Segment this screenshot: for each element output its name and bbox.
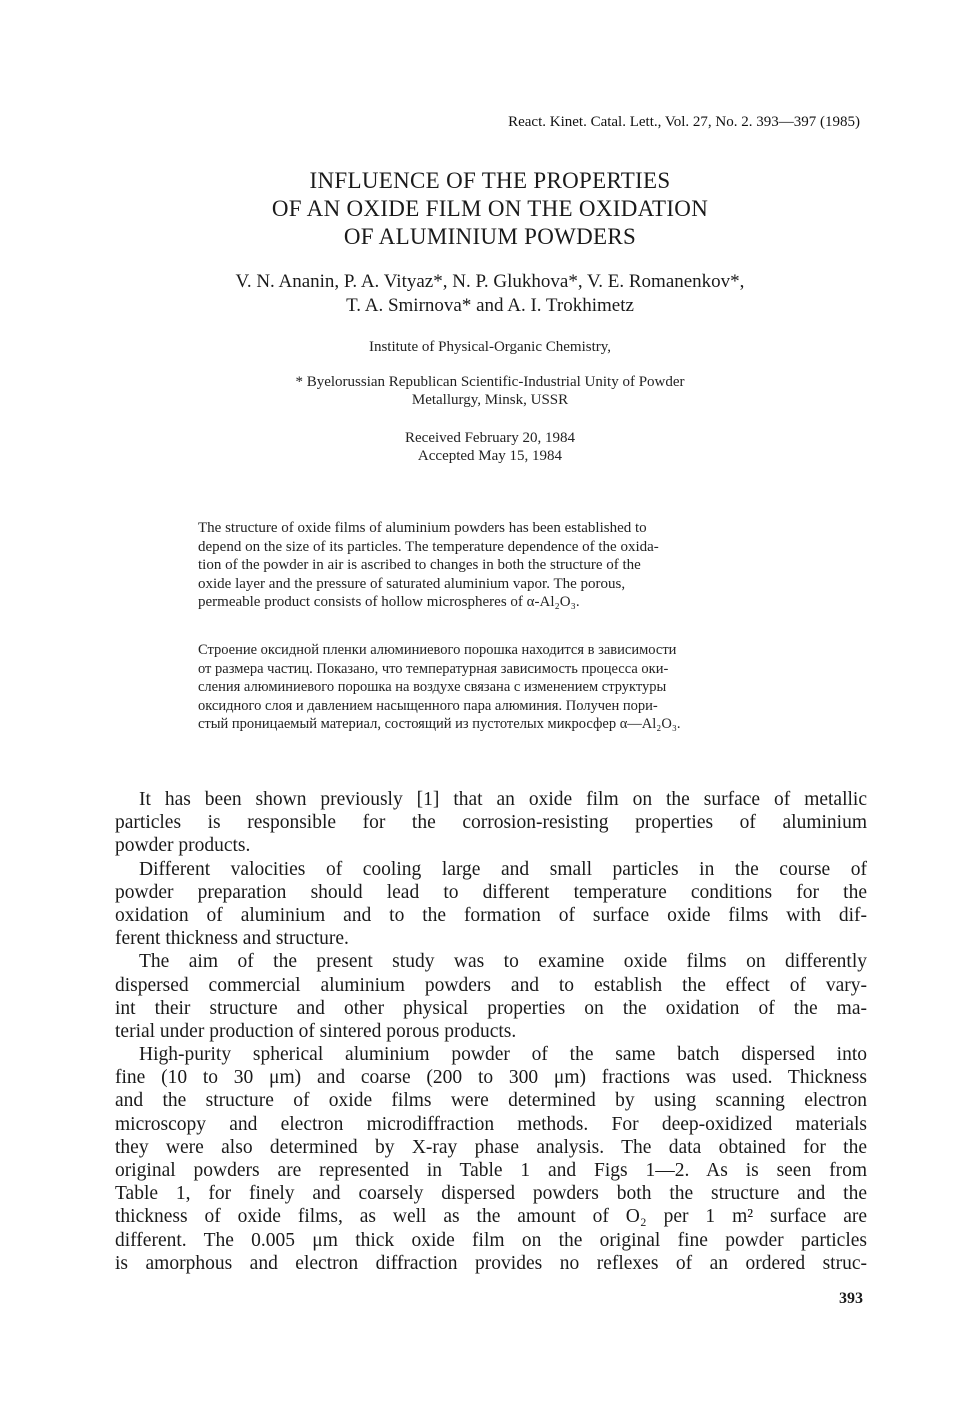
body-line: different. The 0.005 μm thick oxide film on the original fine powder particles <box>115 1229 867 1251</box>
body-line: particles is responsible for the corrosion-resisting properties of aluminium <box>115 812 867 834</box>
body-line: is amorphous and electron diffraction provides no reflexes of an ordered struc- <box>115 1252 867 1274</box>
accepted-date: Accepted May 15, 1984 <box>417 448 563 464</box>
body-line: ferent thickness and structure. <box>115 928 349 950</box>
paper-title <box>0 167 976 251</box>
abstract-line: стый проницаемый материал, состоящий из пустотелых микросфер α—Al₂O₃. <box>198 716 681 732</box>
journal-citation: React. Kinet. Catal. Lett., Vol. 27, No. 2. 393—397 (1985) <box>508 114 860 130</box>
author-line: V. N. Ananin, P. A. Vityaz*, N. P. Glukhova*, V. E. Romanenkov*, <box>235 271 745 292</box>
body-line: It has been shown previously [1] that an oxide film on the surface of metallic <box>139 789 867 810</box>
author-line: T. A. Smirnova* and A. I. Trokhimetz <box>346 295 634 316</box>
page-number: 393 <box>839 1290 863 1307</box>
body-line: thickness of oxide films, as well as the amount of O₂ per 1 m² surface are <box>115 1206 867 1228</box>
abstract-english <box>198 519 864 612</box>
body-line: oxidation of aluminium and to the formation of surface oxide films with dif- <box>115 904 867 926</box>
body-line: High-purity spherical aluminium powder of the same batch dispersed into <box>139 1044 867 1066</box>
abstract-line: oxide layer and the pressure of saturated aluminium vapor. The porous, <box>198 575 626 592</box>
affiliation-line: * Byelorussian Republican Scientific-Industrial Unity of Powder <box>295 374 685 390</box>
body-text <box>115 788 867 1275</box>
affiliation-secondary <box>0 373 976 409</box>
title-line: INFLUENCE OF THE PROPERTIES <box>309 168 671 193</box>
received-date: Received February 20, 1984 <box>405 430 575 446</box>
body-line: they were also determined by X-ray phase analysis. The data obtained for the <box>115 1136 867 1158</box>
body-line: powder preparation should lead to different temperature conditions for the <box>115 881 867 903</box>
abstract-line: сления алюминиевого порошка на воздухе связана с изменением структуры <box>198 679 667 695</box>
author-list <box>0 270 976 318</box>
title-line: OF AN OXIDE FILM ON THE OXIDATION <box>271 196 709 221</box>
abstract-line: от размера частиц. Показано, что температурная зависимость процесса оки- <box>198 660 669 677</box>
affiliation-line: Institute of Physical-Organic Chemistry, <box>368 339 612 355</box>
abstract-line: оксидного слоя и давлением насыщенного пара алюминия. Получен пори- <box>198 697 658 714</box>
abstract-line: The structure of oxide films of aluminium powders has been established to <box>198 520 647 536</box>
abstract-line: Строение оксидной пленки алюминиевого порошка находится в зависимости <box>198 642 677 658</box>
body-line: The aim of the present study was to examine oxide films on differently <box>139 951 867 973</box>
abstract-line: depend on the size of its particles. The temperature dependence of the oxida- <box>198 538 659 555</box>
body-line: int their structure and other physical properties on the oxidation of the ma- <box>115 997 867 1019</box>
body-line: Table 1, for finely and coarsely dispersed powders both the structure and the <box>115 1183 867 1205</box>
body-line: powder products. <box>115 835 251 857</box>
body-line: and the structure of oxide films were determined by using scanning electron <box>115 1090 867 1112</box>
body-line: terial under production of sintered porous products. <box>115 1020 517 1042</box>
body-line: dispersed commercial aluminium powders and to establish the effect of vary- <box>115 974 867 996</box>
abstract-line: tion of the powder in air is ascribed to changes in both the structure of the <box>198 557 641 573</box>
title-line: OF ALUMINIUM POWDERS <box>343 224 637 249</box>
abstract-line: permeable product consists of hollow microspheres of α-Al₂O₃. <box>198 594 580 610</box>
abstract-russian <box>198 641 864 734</box>
affiliation-primary <box>0 338 976 356</box>
body-line: original powders are represented in Table 1 and Figs 1—2. As is seen from <box>115 1160 867 1181</box>
body-line: Different valocities of cooling large and small particles in the course of <box>139 858 867 880</box>
body-line: fine (10 to 30 μm) and coarse (200 to 300 μm) fractions was used. Thickness <box>115 1067 867 1089</box>
body-line: microscopy and electron microdiffraction methods. For deep-oxidized materials <box>115 1113 867 1135</box>
submission-dates <box>0 429 976 465</box>
affiliation-line: Metallurgy, Minsk, USSR <box>411 392 569 408</box>
